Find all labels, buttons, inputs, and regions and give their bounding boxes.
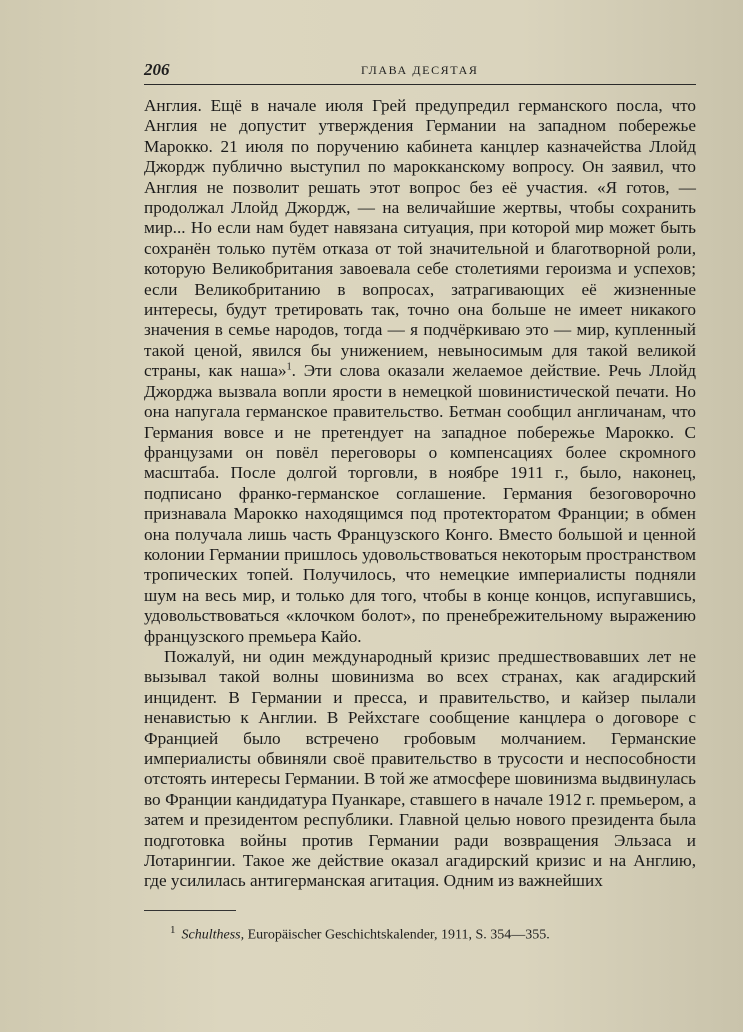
footnote-title: Europäischer Geschichtskalender, 1911, S. 354—355. <box>247 927 550 943</box>
paragraph-1-text-before: Англия. Ещё в начале июля Грей предупредил германского посла, что Англия не допустит утверждения Германии на западном побережье Марокко. 21 июля по поручению кабинета канцлер казначейства Ллойд Джордж публично выступил по марокканскому вопросу. Он заявил, что Англия не позволит решать этот вопрос без её участия. «Я готов, — продолжал Ллойд Джордж, — на величайшие жертвы, чтобы сохранить мир... Но если нам будет навязана ситуация, при которой мир может быть сохранён только путём отказа от той значительной и благотворной роли, которую Великобритания завоевала себе столетиями героизма и успехов; если Великобританию в вопросах, затрагивающих её жизненные интересы, будут третировать так, точно она больше не имеет никакого значения в семье народов, тогда — я подчёркиваю это — мир, купленный такой ценой, явился бы унижением, невыносимым для такой великой страны, как наша» <box>144 96 696 381</box>
footnote-number: 1 <box>170 924 176 936</box>
paragraph-2: Пожалуй, ни один международный кризис предшествовавших лет не вызывал такой волны шовинизма во всех странах, как агадирский инцидент. В Германии и пресса, и правительство, и кайзер пылали ненавистью к Англии. В Рейхстаге сообщение канцлера о договоре с Францией было встречено гробовым молчанием. Германские империалисты обвиняли своё правительство в трусости и неспособности отстоять интересы Германии. В той же атмосфере шовинизма выдвинулась во Франции кандидатура Пуанкаре, ставшего в начале 1912 г. премьером, а затем и президентом республики. Главной целью нового президента была подготовка войны против Германии ради возвращения Эльзаса и Лотарингии. Такое же действие оказал агадирский кризис и на Англию, где усилилась антигерманская агитация. Одним из важнейших <box>144 646 696 891</box>
running-head: ГЛАВА ДЕСЯТАЯ <box>361 63 479 77</box>
footnote <box>170 924 696 944</box>
paragraph-1 <box>144 96 696 647</box>
paragraph-1-text-after: . Эти слова оказали желаемое действие. Речь Ллойд Джорджа вызвала вопли ярости в немецкой шовинистической печати. Но она напугала германское правительство. Бетман сообщил англичанам, что Германия вовсе и не претендует на западное побережье Марокко. С французами он повёл переговоры о компенсациях более скромного масштаба. После долгой торговли, в ноябре 1911 г., было, наконец, подписано франко-германское соглашение. Германия безоговорочно признавала Марокко находящимся под протекторатом Франции; в обмен она получала лишь часть Французского Конго. Вместо большой и ценной колонии Германии пришлось удовольствоваться некоторым пространством тропических топей. Получилось, что немецкие империалисты подняли шум на весь мир, и только для того, чтобы в конце концов, испугавшись, удовольствоваться «клочком болот», по пренебрежительному выражению французского премьера Кайо. <box>144 361 697 646</box>
page-header <box>144 60 696 85</box>
footnote-reference: 1 <box>286 361 292 373</box>
footnote-author: Schulthess, <box>181 927 245 943</box>
footnote-divider <box>144 910 236 911</box>
page-number: 206 <box>144 60 170 79</box>
body-text <box>144 96 696 892</box>
